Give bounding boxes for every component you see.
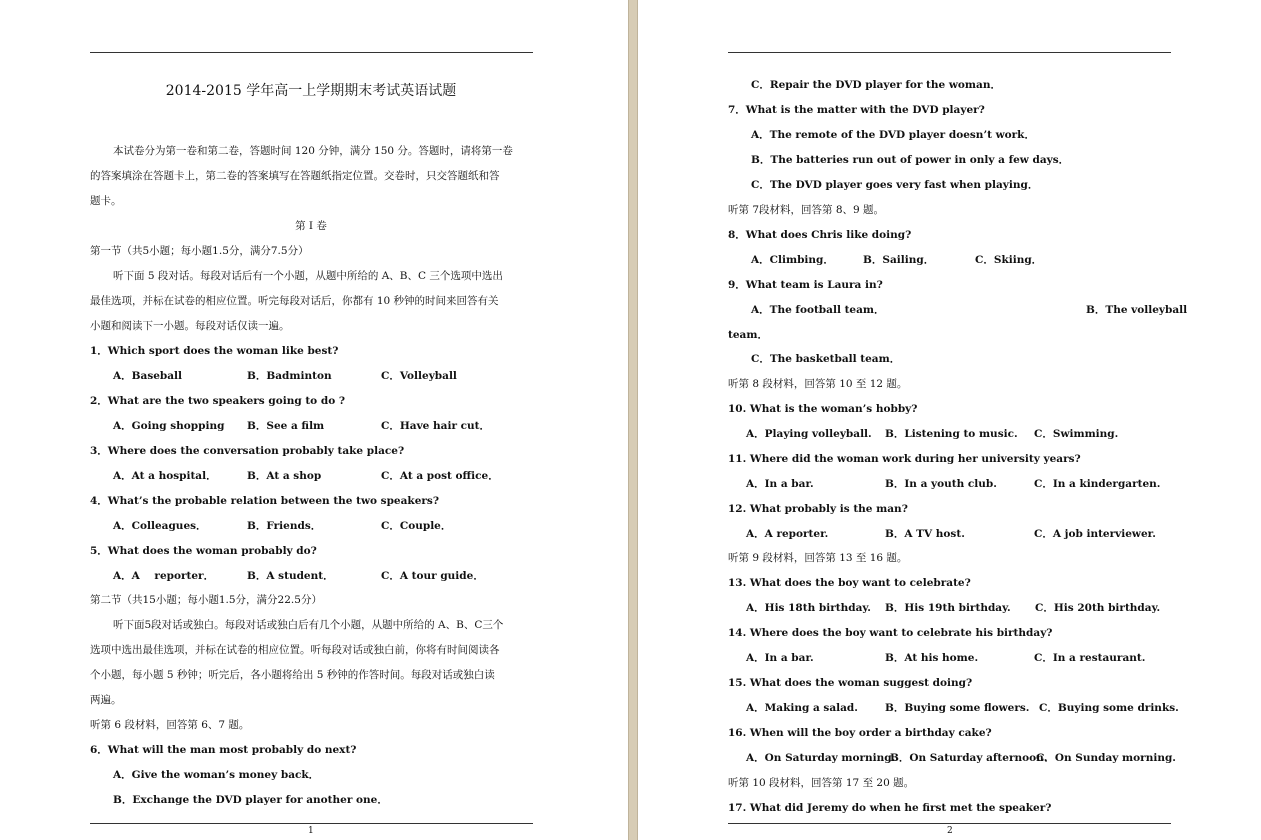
option-c: C．In a kindergarten. <box>1034 478 1161 490</box>
option-b: B．Buying some flowers. <box>885 702 1030 714</box>
option-a: A．Making a salad. <box>746 702 858 714</box>
question-8: 8．What does Chris like doing? <box>728 229 912 241</box>
option-a: A．Going shopping <box>113 420 225 432</box>
question-15: 15. What does the woman suggest doing? <box>728 677 973 689</box>
option-c: C．The basketball team． <box>751 353 901 365</box>
option-a: A．The remote of the DVD player doesn’t work． <box>751 129 1035 141</box>
instruction-line: 最佳选项，并标在试卷的相应位置。听完每段对话后，你都有 10 秒钟的时间来回答有关 <box>90 295 499 307</box>
option-b: B．On Saturday afternoon. <box>890 752 1048 764</box>
option-b: B．The batteries run out of power in only a few days． <box>751 154 1070 166</box>
section-heading: 第一节（共5小题；每小题1.5分，满分7.5分） <box>90 245 309 257</box>
option-c: C．In a restaurant. <box>1034 652 1146 664</box>
question-1: 1．Which sport does the woman like best? <box>90 345 339 357</box>
option-b: B．At his home. <box>885 652 979 664</box>
option-c: C．Repair the DVD player for the woman． <box>751 79 1001 91</box>
option-c: C．A job interviewer. <box>1034 528 1156 540</box>
option-b: B．Sailing． <box>863 254 935 266</box>
question-12: 12. What probably is the man? <box>728 503 908 515</box>
option-b: B．A student． <box>247 570 334 582</box>
question-7: 7．What is the matter with the DVD player? <box>728 104 985 116</box>
question-9: 9．What team is Laura in? <box>728 279 883 291</box>
option-a: A．Climbing． <box>751 254 834 266</box>
option-c: C．Have hair cut． <box>381 420 491 432</box>
question-13: 13. What does the boy want to celebrate? <box>728 577 971 589</box>
option-b: B．In a youth club. <box>885 478 997 490</box>
question-6: 6．What will the man most probably do next? <box>90 744 357 756</box>
page-number: 1 <box>308 826 314 836</box>
question-3: 3．Where does the conversation probably take place? <box>90 445 405 457</box>
option-b: B．See a film <box>247 420 325 432</box>
header-rule <box>728 52 1171 53</box>
instruction-line: 听下面5段对话或独白。每段对话或独白后有几个小题，从题中所给的 A、B、C三个 <box>113 619 504 631</box>
question-16: 16. When will the boy order a birthday cake? <box>728 727 992 739</box>
option-b: B．His 19th birthday. <box>885 602 1011 614</box>
option-b: B．Listening to music. <box>885 428 1018 440</box>
material-heading: 听第 9 段材料，回答第 13 至 16 题。 <box>728 552 908 564</box>
question-2: 2．What are the two speakers going to do ? <box>90 395 345 407</box>
question-4: 4．What’s the probable relation between the two speakers? <box>90 495 439 507</box>
intro-line: 题卡。 <box>90 195 122 207</box>
option-a: A．At a hospital． <box>113 470 217 482</box>
option-c: C．On Sunday morning. <box>1036 752 1176 764</box>
page-number: 2 <box>947 826 953 836</box>
option-b: B．A TV host. <box>885 528 965 540</box>
exam-title: 2014-2015 学年高一上学期期末考试英语试题 <box>165 83 457 99</box>
option-b-continued: team． <box>728 329 768 341</box>
option-c: C．The DVD player goes very fast when playing． <box>751 179 1039 191</box>
question-17: 17. What did Jeremy do when he first met the speaker? <box>728 802 1052 814</box>
left-page <box>0 0 628 840</box>
material-heading: 听第 6 段材料，回答第 6、7 题。 <box>90 719 250 731</box>
instruction-line: 两遍。 <box>90 694 122 706</box>
option-a: A．Playing volleyball. <box>746 428 872 440</box>
question-5: 5．What does the woman probably do? <box>90 545 317 557</box>
question-14: 14. Where does the boy want to celebrate his birthday? <box>728 627 1053 639</box>
option-c: C．Buying some drinks. <box>1039 702 1179 714</box>
instruction-line: 个小题，每小题 5 秒钟；听完后，各小题将给出 5 秒钟的作答时间。每段对话或独白读 <box>90 669 495 681</box>
right-page <box>638 0 1261 840</box>
option-a: A．Colleagues． <box>113 520 207 532</box>
option-c: C．A tour guide． <box>381 570 484 582</box>
footer-rule <box>90 823 533 824</box>
option-c: C．Skiing． <box>975 254 1043 266</box>
intro-line: 本试卷分为第一卷和第二卷，答题时间 120 分钟，满分 150 分。答题时，请将第一卷 <box>113 145 513 157</box>
material-heading: 听第 10 段材料，回答第 17 至 20 题。 <box>728 777 915 789</box>
option-c: C．At a post office． <box>381 470 499 482</box>
option-a: A．Baseball <box>113 370 183 382</box>
volume-title: 第 I 卷 <box>295 220 327 232</box>
instruction-line: 选项中选出最佳选项，并标在试卷的相应位置。听每段对话或独白前，你将有时间阅读各 <box>90 644 500 656</box>
option-a: A．Give the woman’s money back． <box>113 769 320 781</box>
option-b: B．The volleyball <box>1086 304 1188 316</box>
question-11: 11. Where did the woman work during her university years? <box>728 453 1081 465</box>
option-c: C．His 20th birthday. <box>1035 602 1161 614</box>
option-b: B．At a shop <box>247 470 322 482</box>
option-a: A．In a bar. <box>746 478 814 490</box>
option-a: A．A reporter. <box>746 528 829 540</box>
option-a: A．On Saturday morning. <box>746 752 896 764</box>
header-rule <box>90 52 533 53</box>
option-c: C．Swimming. <box>1034 428 1119 440</box>
option-a: A．His 18th birthday. <box>746 602 871 614</box>
option-a: A．In a bar. <box>746 652 814 664</box>
option-b: B．Exchange the DVD player for another one． <box>113 794 388 806</box>
option-a: A．The football team． <box>751 304 885 316</box>
option-b: B．Badminton <box>247 370 332 382</box>
instruction-line: 小题和阅读下一小题。每段对话仅读一遍。 <box>90 320 290 332</box>
instruction-line: 听下面 5 段对话。每段对话后有一个小题，从题中所给的 A、B、C 三个选项中选出 <box>113 270 503 282</box>
option-c: C．Couple． <box>381 520 452 532</box>
material-heading: 听第 8 段材料，回答第 10 至 12 题。 <box>728 378 908 390</box>
option-b: B．Friends． <box>247 520 322 532</box>
option-a: A．A reporter． <box>113 570 215 582</box>
page-gutter <box>628 0 638 840</box>
question-10: 10. What is the woman’s hobby? <box>728 403 918 415</box>
footer-rule <box>728 823 1171 824</box>
section-heading: 第二节（共15小题；每小题1.5分，满分22.5分） <box>90 594 322 606</box>
material-heading: 听第 7段材料，回答第 8、9 题。 <box>728 204 885 216</box>
option-c: C．Volleyball <box>381 370 457 382</box>
intro-line: 的答案填涂在答题卡上，第二卷的答案填写在答题纸指定位置。交卷时，只交答题纸和答 <box>90 170 500 182</box>
